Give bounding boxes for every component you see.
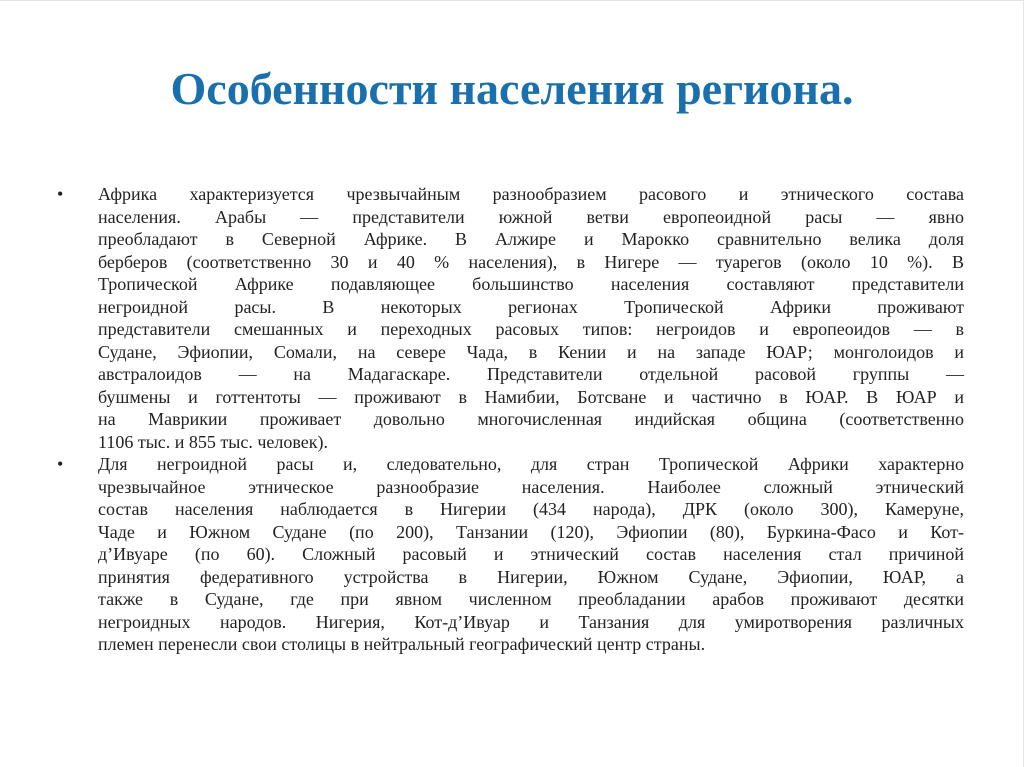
paragraph-line: преобладают в Северной Африке. В Алжире и Марокко сравнительно велика доля (98, 229, 964, 249)
paragraph-line: Тропической Африке подавляющее большинство населения составляют представители (98, 274, 964, 294)
paragraph-line: негроидной расы. В некоторых регионах Тропической Африки проживают (98, 296, 964, 317)
paragraph-line: состав населения наблюдается в Нигерии (434 народа), ДРК (около 300), Камеруне, (98, 499, 964, 519)
paragraph-line: д’Ивуаре (по 60). Сложный расовый и этнический состав населения стал причиной (98, 544, 964, 564)
paragraph-line: бушмены и готтентоты — проживают в Намибии, Ботсване и частично в ЮАР. В ЮАР и (98, 386, 964, 407)
paragraph-line: Для негроидной расы и, следовательно, для стран Тропической Африки характерно (98, 454, 964, 474)
paragraph-line: населения. Арабы — представители южной ветви европеоидной расы — явно (98, 206, 964, 227)
bullet-paragraph (98, 453, 964, 656)
paragraph-line: чрезвычайное этническое разнообразие населения. Наиболее сложный этнический (98, 476, 964, 497)
paragraph-line: принятия федеративного устройства в Нигерии, Южном Судане, Эфиопии, ЮАР, а (98, 566, 964, 587)
bullet-marker: • (57, 184, 64, 204)
paragraph-line: 1106 тыс. и 855 тыс. человек). (98, 431, 329, 452)
bullet-marker: • (57, 454, 64, 474)
paragraph-line: на Маврикии проживает довольно многочисленная индийская община (соответственно (98, 409, 964, 429)
paragraph-line: племен перенесли свои столицы в нейтральный географический центр страны. (98, 634, 706, 654)
paragraph-line: берберов (соответственно 30 и 40 % населения), в Нигере — туарегов (около 10 %). В (98, 251, 964, 272)
slide-title: Особенности населения региона. (170, 63, 854, 114)
paragraph-line: Африка характеризуется чрезвычайным разнообразием расового и этнического состава (98, 184, 964, 204)
paragraph-line: негроидных народов. Нигерия, Кот-д’Ивуар и Танзания для умиротворения различных (98, 611, 964, 632)
paragraph-line: также в Судане, где при явном численном преобладании арабов проживают десятки (98, 589, 964, 609)
paragraph-line: Чаде и Южном Судане (по 200), Танзании (120), Эфиопии (80), Буркина-Фасо и Кот- (98, 521, 964, 542)
bullet-paragraph (98, 183, 964, 453)
paragraph-line: представители смешанных и переходных расовых типов: негроидов и европеоидов — в (98, 319, 964, 339)
paragraph-line: Судане, Эфиопии, Сомали, на севере Чада, в Кении и на западе ЮАР; монголоидов и (98, 341, 964, 362)
paragraph-line: австралоидов — на Мадагаскаре. Представители отдельной расовой группы — (98, 364, 964, 384)
